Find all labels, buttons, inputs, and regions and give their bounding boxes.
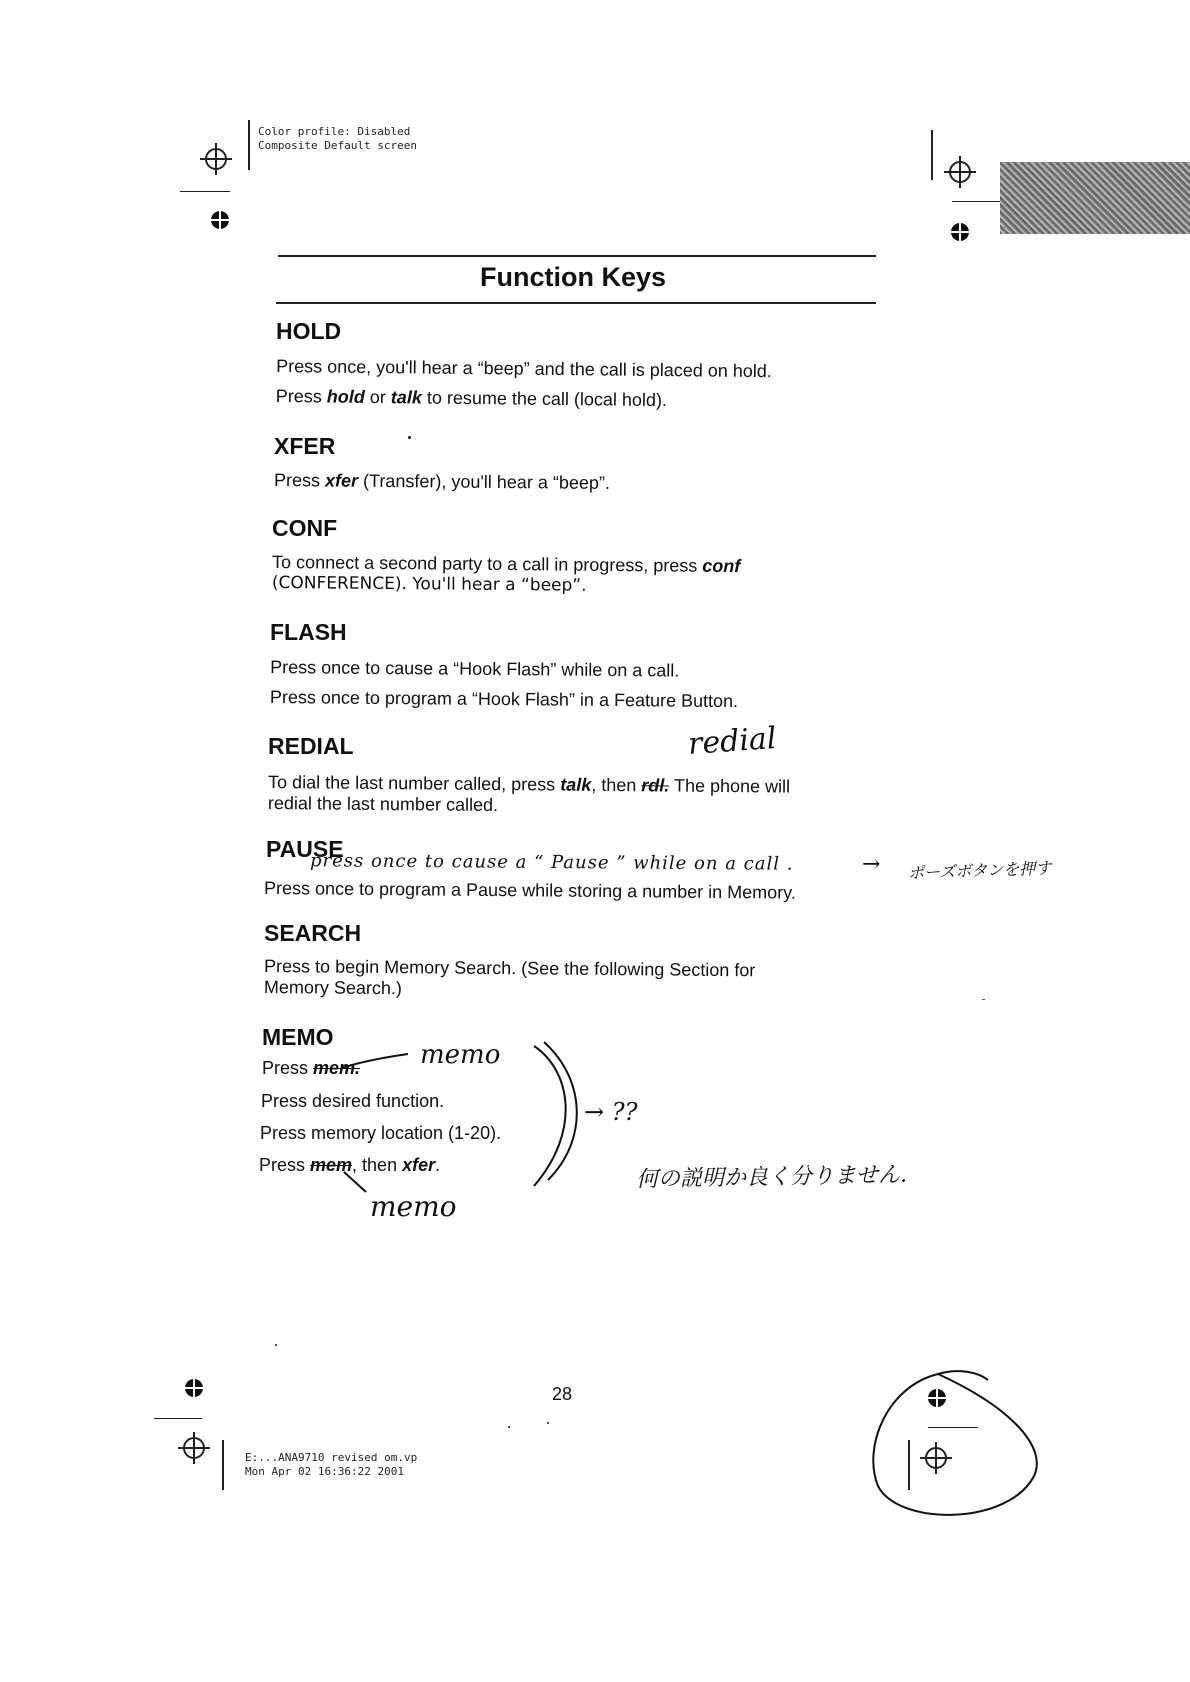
search-line-2: Memory Search.) [263, 977, 403, 999]
registration-mark-top-right [944, 156, 976, 188]
key-name: xfer [402, 1155, 436, 1175]
registration-mark-top-left [200, 143, 232, 175]
scan-noise-patch [1000, 162, 1190, 234]
handwritten-bracket [530, 1040, 590, 1190]
memo-line-2: Press desired function. [261, 1091, 445, 1111]
text-span: Press [273, 470, 326, 491]
handwritten-note-memo: memo [420, 1040, 501, 1070]
key-name: talk [560, 774, 592, 795]
handwritten-note-memo-2: memo [370, 1190, 457, 1223]
key-name: conf [702, 555, 741, 577]
print-info-line: Composite Default screen [258, 139, 417, 152]
registration-mark-bottom-left [178, 1432, 210, 1464]
crop-mark [952, 201, 1000, 202]
registration-mark-bottom-right [920, 1442, 952, 1474]
text-span: to resume the call (local hold). [421, 387, 668, 411]
print-info-line: Color profile: Disabled [258, 125, 411, 138]
quadrant-dot-icon [184, 1378, 204, 1398]
quadrant-dot-icon [927, 1388, 947, 1408]
flash-text [270, 657, 739, 712]
memo-line-1 [262, 1058, 360, 1079]
flash-line-2: Press once to program a “Hook Flash” in a Feature Button. [269, 686, 739, 712]
handwritten-note-pause-jp: ポーズボタンを押す [907, 858, 1052, 883]
pause-text: Press once to program a Pause while storing a number in Memory. [263, 878, 796, 903]
flash-line-1: Press once to cause a “Hook Flash” while on a call. [270, 657, 680, 681]
scan-speck [508, 1426, 510, 1428]
text-span: , then [591, 774, 642, 796]
section-heading-conf: CONF [272, 515, 338, 541]
section-heading-redial: REDIAL [268, 733, 354, 759]
section-heading-xfer: XFER [274, 433, 336, 459]
page-number: 28 [552, 1384, 573, 1404]
conf-text [272, 552, 741, 598]
text-span: Press [262, 1058, 314, 1078]
key-name: talk [390, 387, 423, 408]
text-span: To dial the last number called, press [268, 772, 561, 795]
handwritten-arrow: → [862, 852, 881, 877]
text-span: or [364, 386, 391, 408]
redial-text [268, 772, 790, 819]
scan-speck [547, 1422, 549, 1424]
handwritten-arrow-question: → ?? [584, 1098, 638, 1126]
handwritten-note-redial: redial [686, 720, 778, 763]
crop-mark [154, 1418, 202, 1419]
section-heading-flash: FLASH [270, 619, 347, 645]
print-info-bottom [245, 1451, 417, 1479]
scan-speck [982, 999, 985, 1000]
conf-line-2: (CONFERENCE). You'll hear a “beep”. [271, 573, 587, 596]
crop-mark [248, 120, 250, 170]
crop-mark [931, 130, 933, 180]
redial-line-2: redial the last number called. [267, 793, 499, 816]
search-text [264, 956, 756, 1002]
key-name: xfer [324, 470, 359, 491]
memo-line-3: Press memory location (1-20). [260, 1123, 502, 1143]
section-heading-search: SEARCH [264, 920, 362, 946]
quadrant-dot-icon [950, 222, 970, 242]
key-name: rdl. [641, 775, 670, 796]
section-heading-memo: MEMO [262, 1024, 334, 1050]
text-span: The phone will [669, 775, 791, 797]
hold-line-2 [276, 386, 772, 412]
print-info-line: E:...ANA9710 revised om.vp [245, 1451, 418, 1464]
hold-text [276, 356, 772, 412]
text-span: . [435, 1155, 441, 1175]
text-span: Press [275, 385, 327, 407]
title-rule-top [278, 255, 876, 257]
key-name: mem. [313, 1058, 361, 1078]
quadrant-dot-icon [210, 210, 230, 230]
handwritten-note-memo-jp: 何の説明か良く分りません. [635, 1162, 908, 1193]
section-heading-hold: HOLD [276, 318, 342, 344]
scan-speck [408, 436, 411, 439]
crop-mark [908, 1440, 910, 1490]
key-name: mem [310, 1155, 353, 1175]
text-span: Press [259, 1155, 311, 1175]
handwritten-note-pause: press once to cause a “ Pause ” while on a call . [309, 850, 794, 875]
text-span: (Transfer), you'll hear a “beep”. [357, 470, 611, 493]
section-heading-pause: PAUSE [266, 836, 344, 862]
title-rule-bottom [276, 302, 876, 304]
print-info-top [258, 125, 417, 153]
crop-mark [222, 1440, 224, 1490]
print-info-line: Mon Apr 02 16:36:22 2001 [245, 1465, 404, 1478]
crop-mark [180, 191, 230, 192]
scan-speck [275, 1344, 277, 1346]
text-span: To connect a second party to a call in progress, press [272, 552, 703, 576]
crop-mark [928, 1427, 978, 1428]
hold-line-1: Press once, you'll hear a “beep” and the call is placed on hold. [276, 356, 772, 382]
text-span: , then [352, 1155, 403, 1175]
page-title: Function Keys [480, 262, 667, 292]
xfer-text [274, 470, 610, 494]
search-line-1: Press to begin Memory Search. (See the following Section for [264, 956, 756, 981]
key-name: hold [326, 386, 365, 407]
handwritten-stroke [340, 1170, 370, 1194]
